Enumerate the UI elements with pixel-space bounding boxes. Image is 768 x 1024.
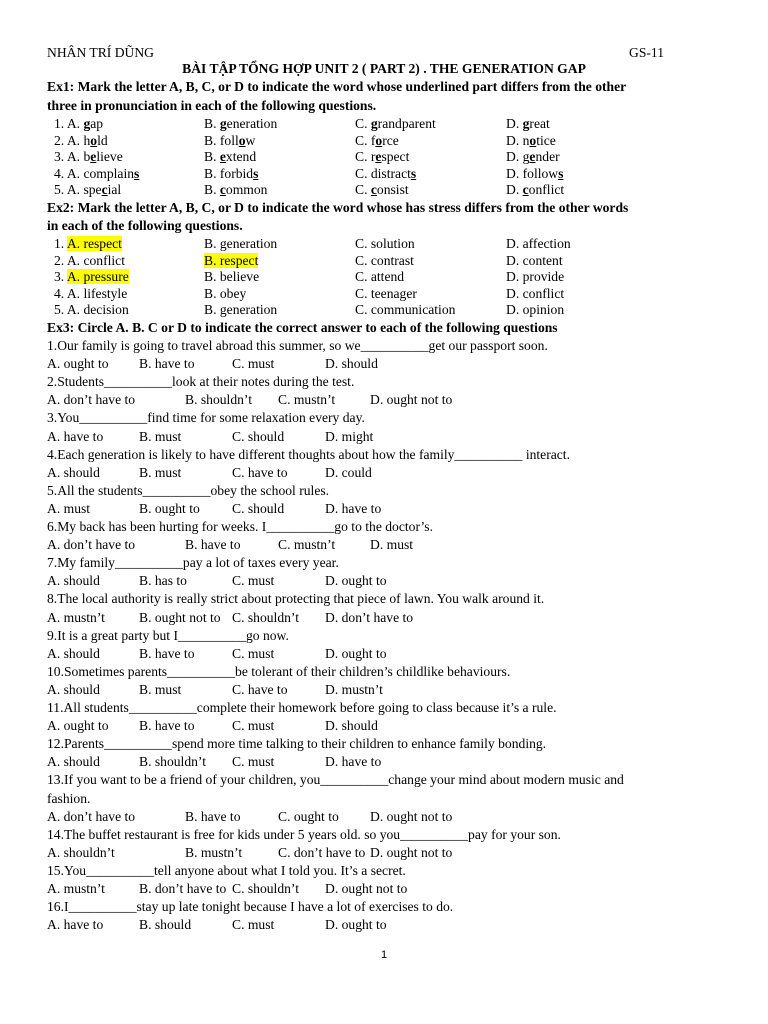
page-title: BÀI TẬP TỔNG HỢP UNIT 2 ( PART 2) . THE GENERATION GAP — [182, 61, 586, 76]
ex1-option[interactable]: C. grandparent — [355, 116, 436, 131]
ex3-option[interactable]: C. should — [232, 500, 285, 516]
ex3-option[interactable]: A. shouldn’t — [47, 844, 115, 860]
underlined-letter: o — [529, 132, 537, 148]
ex3-option[interactable]: C. have to — [232, 464, 288, 480]
ex1-row — [54, 149, 674, 165]
ex3-option[interactable]: C. mustn’t — [278, 392, 336, 408]
ex3-option[interactable]: A. ought to — [47, 718, 109, 734]
ex3-option[interactable]: A. should — [47, 573, 100, 589]
ex2-option-text: A. lifestyle — [66, 285, 128, 301]
ex2-option[interactable] — [506, 286, 564, 302]
ex2-option[interactable]: 4. A. lifestyle — [54, 285, 128, 301]
ex1-option[interactable]: B. forbids — [204, 165, 259, 181]
ex3-option[interactable]: C. must — [232, 917, 275, 933]
underlined-letter: c — [370, 182, 377, 198]
ex2-option[interactable] — [204, 302, 277, 318]
ex3-question-text: 11.All students__________complete their homework before going to class because it’s a rule. — [47, 700, 557, 715]
ex3-instruction: Ex3: Circle A. B. C or D to indicate the correct answer to each of the following questions — [47, 320, 558, 335]
ex3-question-text: 5.All the students__________obey the school rules. — [47, 482, 330, 498]
ex2-option[interactable] — [355, 302, 455, 318]
ex3-options-row — [47, 573, 667, 589]
ex3-question-text: fashion. — [47, 790, 91, 806]
underlined-letter: g — [83, 116, 91, 131]
ex3-option[interactable]: A. have to — [47, 428, 104, 444]
ex1-instruction-line2: three in pronunciation in each of the following questions. — [47, 98, 377, 113]
ex3-option[interactable]: A. don’t have to — [47, 537, 136, 553]
ex3-question-text: 4.Each generation is likely to have different thoughts about how the family__________ interact. — [47, 446, 570, 462]
underlined-letter: s — [558, 165, 564, 181]
ex3-option[interactable]: D. must — [370, 537, 414, 553]
ex1-instruction-line1: Ex1: Mark the letter A, B, C, or D to indicate the word whose underlined part differs from the other — [47, 79, 627, 94]
ex2-option[interactable] — [204, 253, 258, 269]
underlined-letter: c — [219, 182, 226, 198]
ex2-instruction-line1: Ex2: Mark the letter A, B, C, or D to indicate the word whose has stress differs from the other words — [47, 200, 629, 215]
ex3-option[interactable]: A. mustn’t — [47, 881, 105, 896]
ex3-option[interactable]: D. should — [325, 356, 378, 372]
ex1-option[interactable]: D. conflict — [506, 182, 565, 198]
ex3-option[interactable]: C. shouldn’t — [232, 609, 299, 625]
ex3-option[interactable]: D. could — [325, 464, 372, 480]
ex3-question-text: 1.Our family is going to travel abroad this summer, so we__________get our passport soon. — [47, 338, 548, 353]
ex3-options-row — [47, 501, 667, 517]
ex3-options-row — [47, 881, 667, 897]
ex1-option[interactable]: C. consist — [355, 182, 409, 198]
ex2-option[interactable] — [506, 269, 564, 285]
ex3-option[interactable]: D. mustn’t — [325, 681, 383, 697]
ex1-option[interactable]: 5. A. special — [54, 182, 122, 198]
ex3-question-text: 9.It is a great party but I__________go now. — [47, 627, 289, 643]
ex2-row — [54, 269, 674, 285]
ex3-options-row — [47, 845, 667, 861]
ex2-option[interactable] — [355, 286, 417, 302]
underlined-letter: g — [522, 116, 530, 131]
ex2-option[interactable] — [506, 253, 563, 269]
ex2-option-text: D. conflict — [506, 285, 565, 301]
ex3-question-text: 6.My back has been hurting for weeks. I__________go to the doctor’s. — [47, 519, 433, 534]
ex1-option[interactable]: C. force — [355, 132, 399, 148]
ex1-option[interactable]: 1. A. gap — [54, 116, 104, 131]
ex1-option[interactable]: C. respect — [355, 149, 410, 165]
ex3-option[interactable]: D. have to — [325, 500, 382, 516]
underlined-letter: s — [253, 165, 259, 181]
underlined-letter: o — [90, 132, 98, 148]
ex3-question-text: 14.The buffet restaurant is free for kids under 5 years old. so you__________pay for your son. — [47, 826, 561, 842]
ex3-option[interactable]: D. ought not to — [370, 392, 453, 408]
ex3-option[interactable]: D. ought not to — [370, 844, 453, 860]
ex2-row — [54, 236, 674, 252]
ex3-option[interactable]: C. must — [232, 718, 275, 734]
underlined-letter: e — [90, 149, 97, 165]
ex1-option[interactable]: D. follows — [506, 165, 564, 181]
ex3-option[interactable]: D. ought not to — [325, 881, 408, 896]
ex3-options-row — [47, 754, 667, 770]
ex3-question-text: 16.I__________stay up late tonight because I have a lot of exercises to do. — [47, 899, 454, 915]
ex2-option-text: D. opinion — [506, 302, 565, 318]
ex3-option[interactable]: D. don’t have to — [325, 609, 414, 625]
ex3-option[interactable]: A. should — [47, 754, 100, 770]
ex3-option[interactable]: C. have to — [232, 681, 288, 697]
ex2-option-text: A. respect — [66, 236, 122, 251]
ex3-option[interactable]: D. ought to — [325, 573, 387, 589]
ex3-option[interactable]: B. must — [139, 464, 182, 480]
ex3-option[interactable]: A. don’t have to — [47, 808, 136, 824]
ex3-options-row — [47, 646, 667, 662]
ex2-instruction-line2: in each of the following questions. — [47, 218, 243, 233]
ex1-option[interactable]: B. extend — [204, 149, 257, 165]
ex3-question-text: 2.Students__________look at their notes during the test. — [47, 374, 355, 390]
underlined-letter: c — [101, 182, 108, 198]
ex2-option-text: B. generation — [204, 302, 278, 318]
ex1-option[interactable]: D. gender — [506, 149, 560, 165]
ex2-option[interactable]: 5. A. decision — [54, 302, 129, 318]
ex3-option[interactable]: B. ought not to — [139, 609, 221, 625]
ex3-question-text: 8.The local authority is really strict about protecting that piece of lawn. You walk around it. — [47, 591, 545, 607]
ex3-option[interactable]: C. must — [232, 356, 275, 372]
ex1-row — [54, 182, 674, 198]
ex3-options-row — [47, 718, 667, 734]
ex3-option[interactable]: B. have to — [185, 537, 241, 553]
underlined-letter: g — [219, 116, 227, 131]
ex2-option[interactable]: 1. A. respect — [54, 236, 122, 251]
ex3-options-row — [47, 809, 667, 825]
ex3-option[interactable]: A. must — [47, 500, 91, 516]
ex1-option[interactable]: 2. A. hold — [54, 132, 108, 148]
ex3-question-text: 15.You__________tell anyone about what I told you. It’s a secret. — [47, 862, 406, 878]
page-header — [47, 45, 664, 61]
ex2-option-text: C. attend — [355, 269, 405, 285]
ex3-options-row — [47, 392, 667, 408]
ex2-option[interactable] — [506, 236, 571, 252]
page-number: 1 — [380, 949, 388, 961]
ex2-option-text: C. contrast — [355, 252, 414, 268]
ex2-option-text: B. respect — [204, 252, 259, 268]
ex3-option[interactable]: A. don’t have to — [47, 392, 136, 408]
ex3-option[interactable]: B. must — [139, 681, 182, 697]
underlined-letter: c — [522, 182, 529, 198]
ex3-option[interactable]: A. should — [47, 645, 100, 661]
ex3-option[interactable]: C. must — [232, 754, 275, 770]
ex3-option[interactable]: B. must — [139, 428, 182, 444]
ex3-options-row — [47, 682, 667, 698]
ex3-option[interactable]: B. shouldn’t — [139, 754, 206, 770]
ex2-option-text: C. solution — [355, 236, 415, 251]
author-name: NHÂN TRÍ DŨNG — [47, 45, 154, 60]
ex3-options-row — [47, 610, 667, 626]
grade-code: GS-11 — [629, 45, 664, 60]
ex3-option[interactable]: D. have to — [325, 754, 382, 770]
ex2-option[interactable] — [355, 236, 415, 252]
ex2-option-text: C. teenager — [355, 285, 417, 301]
ex1-option[interactable]: B. generation — [204, 116, 278, 131]
ex3-question-text: 13.If you want to be a friend of your children, you__________change your mind about modern music and — [47, 772, 624, 788]
ex2-option[interactable] — [204, 286, 246, 302]
ex3-option[interactable]: A. ought to — [47, 356, 109, 372]
ex3-options-row — [47, 465, 667, 481]
ex3-options-row — [47, 537, 667, 553]
ex3-option[interactable]: D. ought to — [325, 917, 387, 933]
ex2-option[interactable] — [355, 269, 404, 285]
ex3-option[interactable]: C. must — [232, 645, 275, 661]
ex2-option[interactable] — [355, 253, 414, 269]
ex2-option[interactable] — [204, 269, 259, 285]
ex2-option[interactable] — [506, 302, 564, 318]
ex3-option[interactable]: A. have to — [47, 917, 104, 933]
ex3-question-text: 12.Parents__________spend more time talking to their children to enhance family bonding. — [47, 736, 547, 752]
ex3-option[interactable]: B. have to — [139, 356, 195, 372]
ex3-option[interactable]: C. shouldn’t — [232, 881, 299, 896]
ex2-option[interactable]: 2. A. conflict — [54, 252, 125, 268]
ex3-options-row — [47, 917, 667, 933]
underlined-letter: s — [410, 165, 417, 181]
ex3-option[interactable]: B. have to — [139, 718, 195, 734]
ex2-row — [54, 253, 674, 269]
ex3-option[interactable]: D. might — [325, 428, 374, 444]
underlined-letter: o — [375, 132, 383, 148]
ex1-option[interactable]: D. notice — [506, 132, 556, 148]
ex3-option[interactable]: B. have to — [185, 808, 241, 824]
ex1-row — [54, 166, 674, 182]
ex3-option[interactable]: C. ought to — [278, 808, 339, 824]
ex3-option[interactable]: B. have to — [139, 645, 195, 661]
ex2-option-text: B. obey — [204, 285, 247, 301]
ex3-question-text: 7.My family__________pay a lot of taxes every year. — [47, 555, 339, 571]
underlined-letter: e — [375, 149, 382, 165]
ex1-row — [54, 116, 674, 132]
ex3-option[interactable]: B. has to — [139, 573, 187, 589]
ex3-option[interactable]: B. should — [139, 917, 192, 933]
ex1-row — [54, 133, 674, 149]
ex3-option[interactable]: C. don’t have to — [278, 844, 366, 860]
ex3-option[interactable]: A. should — [47, 681, 100, 697]
ex1-option[interactable]: 4. A. complains — [54, 165, 140, 181]
ex3-option[interactable]: A. mustn’t — [47, 609, 105, 625]
ex3-option[interactable]: C. must — [232, 573, 275, 589]
ex3-option[interactable]: D. should — [325, 718, 378, 734]
ex3-option[interactable]: D. ought to — [325, 645, 387, 661]
underlined-letter: e — [529, 149, 536, 165]
ex1-option[interactable]: D. great — [506, 116, 550, 131]
underlined-letter: s — [134, 165, 140, 181]
ex2-row — [54, 302, 674, 318]
ex2-option-text: A. pressure — [66, 269, 129, 285]
ex3-option[interactable]: C. should — [232, 428, 285, 444]
ex3-option[interactable]: B. don’t have to — [139, 881, 227, 896]
ex3-option[interactable]: B. ought to — [139, 500, 200, 516]
ex2-row — [54, 286, 674, 302]
ex1-option[interactable]: B. follow — [204, 132, 256, 148]
ex1-option[interactable]: B. common — [204, 182, 268, 198]
underlined-letter: g — [370, 116, 378, 131]
ex1-option[interactable]: 3. A. believe — [54, 149, 123, 165]
ex3-option[interactable]: B. mustn’t — [185, 844, 243, 860]
ex2-option-text: D. content — [506, 252, 563, 268]
ex1-option[interactable]: C. distracts — [355, 165, 417, 181]
ex2-option[interactable]: 3. A. pressure — [54, 269, 129, 285]
underlined-letter: e — [219, 149, 226, 165]
ex3-option[interactable]: A. should — [47, 464, 100, 480]
ex3-question-text: 10.Sometimes parents__________be tolerant of their children’s childlike behaviours. — [47, 663, 511, 679]
ex3-options-row — [47, 429, 667, 445]
ex2-option-text: C. communication — [355, 302, 456, 318]
ex3-options-row — [47, 356, 667, 372]
ex3-option[interactable]: D. ought not to — [370, 808, 453, 824]
ex2-option-text: D. affection — [506, 236, 571, 251]
ex3-option[interactable]: B. shouldn’t — [185, 392, 252, 408]
ex3-question-text: 3.You__________find time for some relaxation every day. — [47, 410, 365, 426]
ex3-option[interactable]: C. mustn’t — [278, 537, 336, 553]
ex2-option-text: B. believe — [204, 269, 260, 285]
ex2-option-text: A. decision — [66, 302, 129, 318]
ex2-option[interactable] — [204, 236, 277, 252]
underlined-letter: o — [238, 132, 246, 148]
ex2-option-text: D. provide — [506, 269, 565, 285]
ex2-option-text: B. generation — [204, 236, 278, 251]
ex2-option-text: A. conflict — [66, 252, 125, 268]
